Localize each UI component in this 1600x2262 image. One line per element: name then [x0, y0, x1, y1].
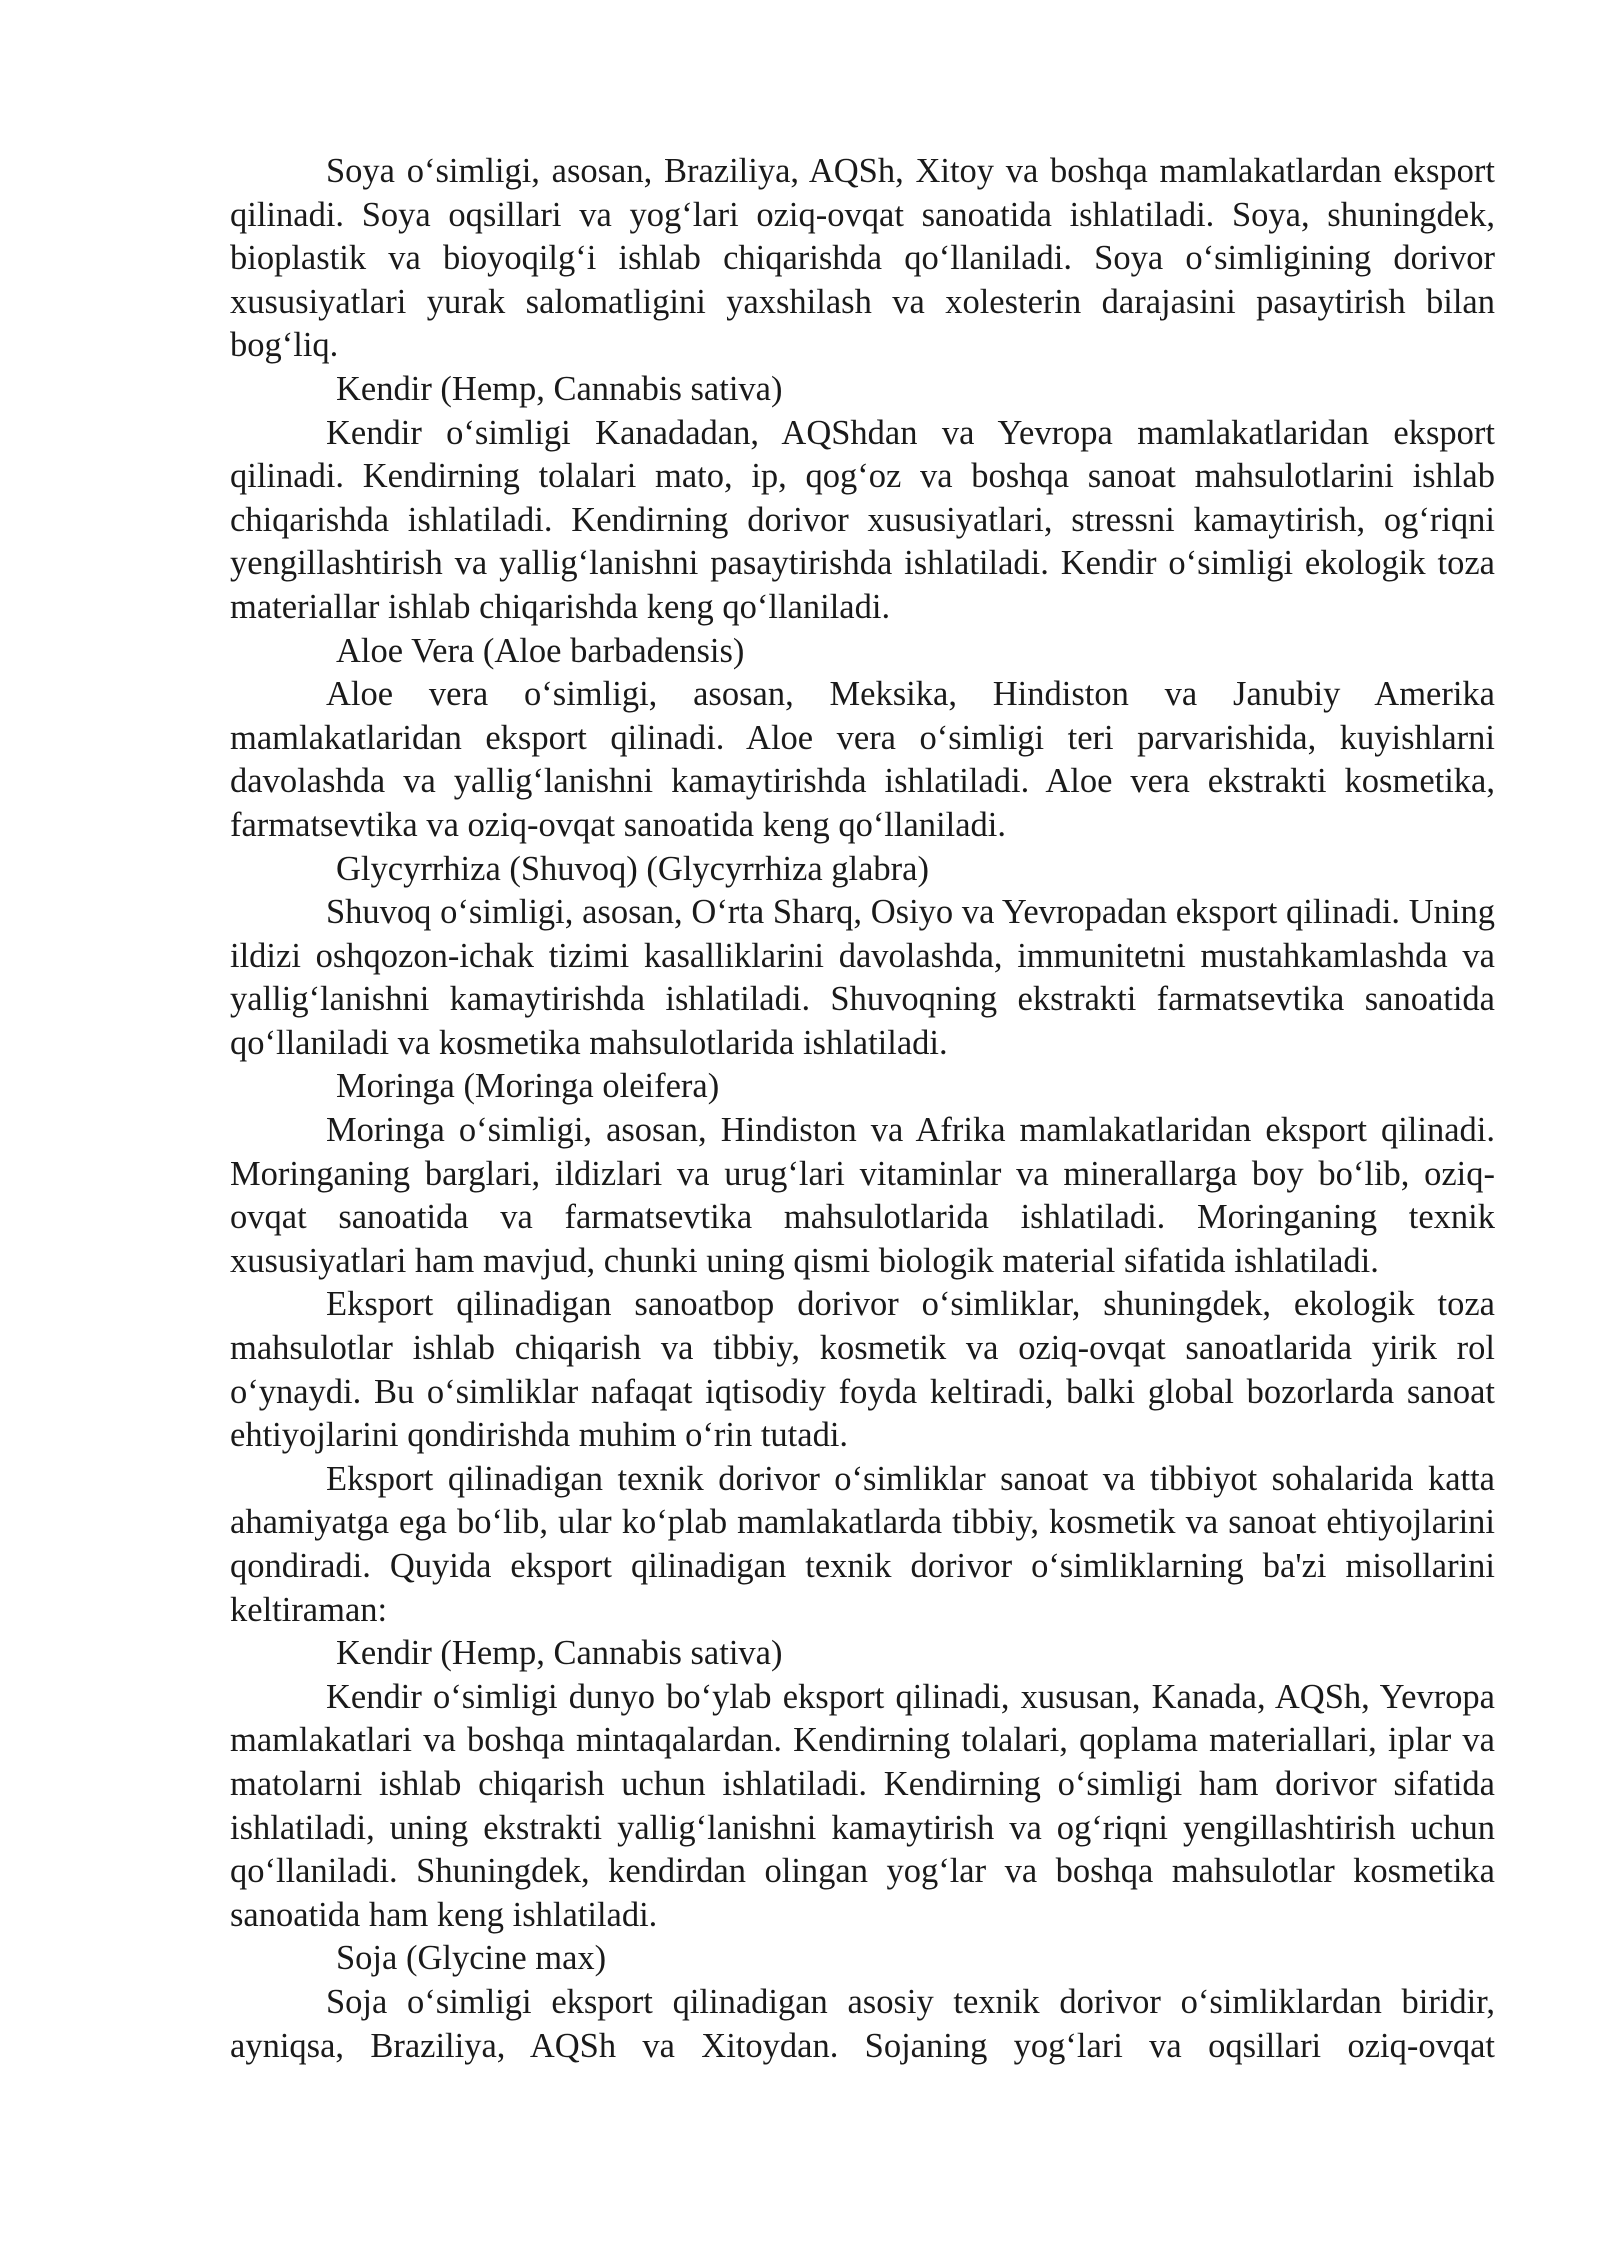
- document-page: [230, 150, 1495, 2068]
- paragraph-kendir: Kendir o‘simligi Kanadadan, AQShdan va Yevropa mamlakatlaridan eksport qilinadi. Kendirning tolalari mato, ip, qog‘oz va boshqa sanoat mahsulotlarini ishlab chiqarishda ishlatiladi. Kendirning dorivor xususiyatlari, stressni kamaytirish, og‘riqni yengillashtirish va yallig‘lanishni pasaytirishda ishlatiladi. Kendir o‘simligi ekologik toza materiallar ishlab chiqarishda keng qo‘llaniladi.: [230, 413, 1495, 626]
- heading-glycyrrhiza: Glycyrrhiza (Shuvoq) (Glycyrrhiza glabra): [336, 849, 929, 888]
- paragraph-aloe-vera: Aloe vera o‘simligi, asosan, Meksika, Hindiston va Janubiy Amerika mamlakatlaridan eksport qilinadi. Aloe vera o‘simligi teri parvarishida, kuyishlarni davolashda va yallig‘lanishni kamaytirishda ishlatiladi. Aloe vera ekstrakti kosmetika, farmatsevtika va oziq-ovqat sanoatida keng qo‘llaniladi.: [230, 675, 1495, 844]
- heading-aloe-vera: Aloe Vera (Aloe barbadensis): [336, 631, 745, 670]
- heading-soja: Soja (Glycine max): [336, 1939, 607, 1978]
- heading-moringa: Moringa (Moringa oleifera): [336, 1067, 720, 1106]
- paragraph-export-summary: Eksport qilinadigan sanoatbop dorivor o‘simliklar, shuningdek, ekologik toza mahsulotlar ishlab chiqarish va tibbiy, kosmetik va oziq-ovqat sanoatlarida yirik rol o‘ynaydi. Bu o‘simliklar nafaqat iqtisodiy foyda keltiradi, balki global bozorlarda sanoat ehtiyojlarini qondirishda muhim o‘rin tutadi.: [230, 1285, 1495, 1455]
- paragraph-moringa: Moringa o‘simligi, asosan, Hindiston va Afrika mamlakatlaridan eksport qilinadi. Moringaning barglari, ildizlari va urug‘lari vitaminlar va minerallarga boy bo‘lib, oziq-ovqat sanoatida va farmatsevtika mahsulotlarida ishlatiladi. Moringaning texnik xususiyatlari ham mavjud, chunki uning qismi biologik material sifatida ishlatiladi.: [230, 1111, 1495, 1280]
- paragraph-soja: Soja o‘simligi eksport qilinadigan asosiy texnik dorivor o‘simliklardan biridir, ayniqsa, Braziliya, AQSh va Xitoydan. Sojaning yog‘lari va oqsillari oziq-ovqat: [230, 1982, 1495, 2065]
- paragraph-shuvoq: Shuvoq o‘simligi, asosan, O‘rta Sharq, Osiyo va Yevropadan eksport qilinadi. Uning ildizi oshqozon-ichak tizimi kasalliklarini davolashda, immunitetni mustahkamlashda va yallig‘lanishni kamaytirishda ishlatiladi. Shuvoqning ekstrakti farmatsevtika sanoatida qo‘llaniladi va kosmetika mahsulotlarida ishlatiladi.: [230, 893, 1495, 1062]
- heading-kendir-2: Kendir (Hemp, Cannabis sativa): [336, 1634, 783, 1673]
- heading-kendir: Kendir (Hemp, Cannabis sativa): [336, 369, 783, 408]
- paragraph-soya: Soya o‘simligi, asosan, Braziliya, AQSh, Xitoy va boshqa mamlakatlardan eksport qilinadi. Soya oqsillari va yog‘lari oziq-ovqat sanoatida ishlatiladi. Soya, shuningdek, bioplastik va bioyoqilg‘i ishlab chiqarishda qo‘llaniladi. Soya o‘simligining dorivor xususiyatlari yurak salomatligini yaxshilash va xolesterin darajasini pasaytirish bilan bog‘liq.: [230, 152, 1495, 365]
- paragraph-kendir-2: Kendir o‘simligi dunyo bo‘ylab eksport qilinadi, xususan, Kanada, AQSh, Yevropa mamlakatlari va boshqa mintaqalardan. Kendirning tolalari, qoplama materiallari, iplar va matolarni ishlab chiqarish uchun ishlatiladi. Kendirning o‘simligi ham dorivor sifatida ishlatiladi, uning ekstrakti yallig‘lanishni kamaytirish va og‘riqni yengillashtirish uchun qo‘llaniladi. Shuningdek, kendirdan olingan yog‘lar va boshqa mahsulotlar kosmetika sanoatida ham keng ishlatiladi.: [230, 1677, 1495, 1934]
- paragraph-technical-plants: Eksport qilinadigan texnik dorivor o‘simliklar sanoat va tibbiyot sohalarida katta ahamiyatga ega bo‘lib, ular ko‘plab mamlakatlarda tibbiy, kosmetik va sanoat ehtiyojlarini qondiradi. Quyida eksport qilinadigan texnik dorivor o‘simliklarning ba'zi misollarini keltiraman:: [230, 1459, 1495, 1629]
